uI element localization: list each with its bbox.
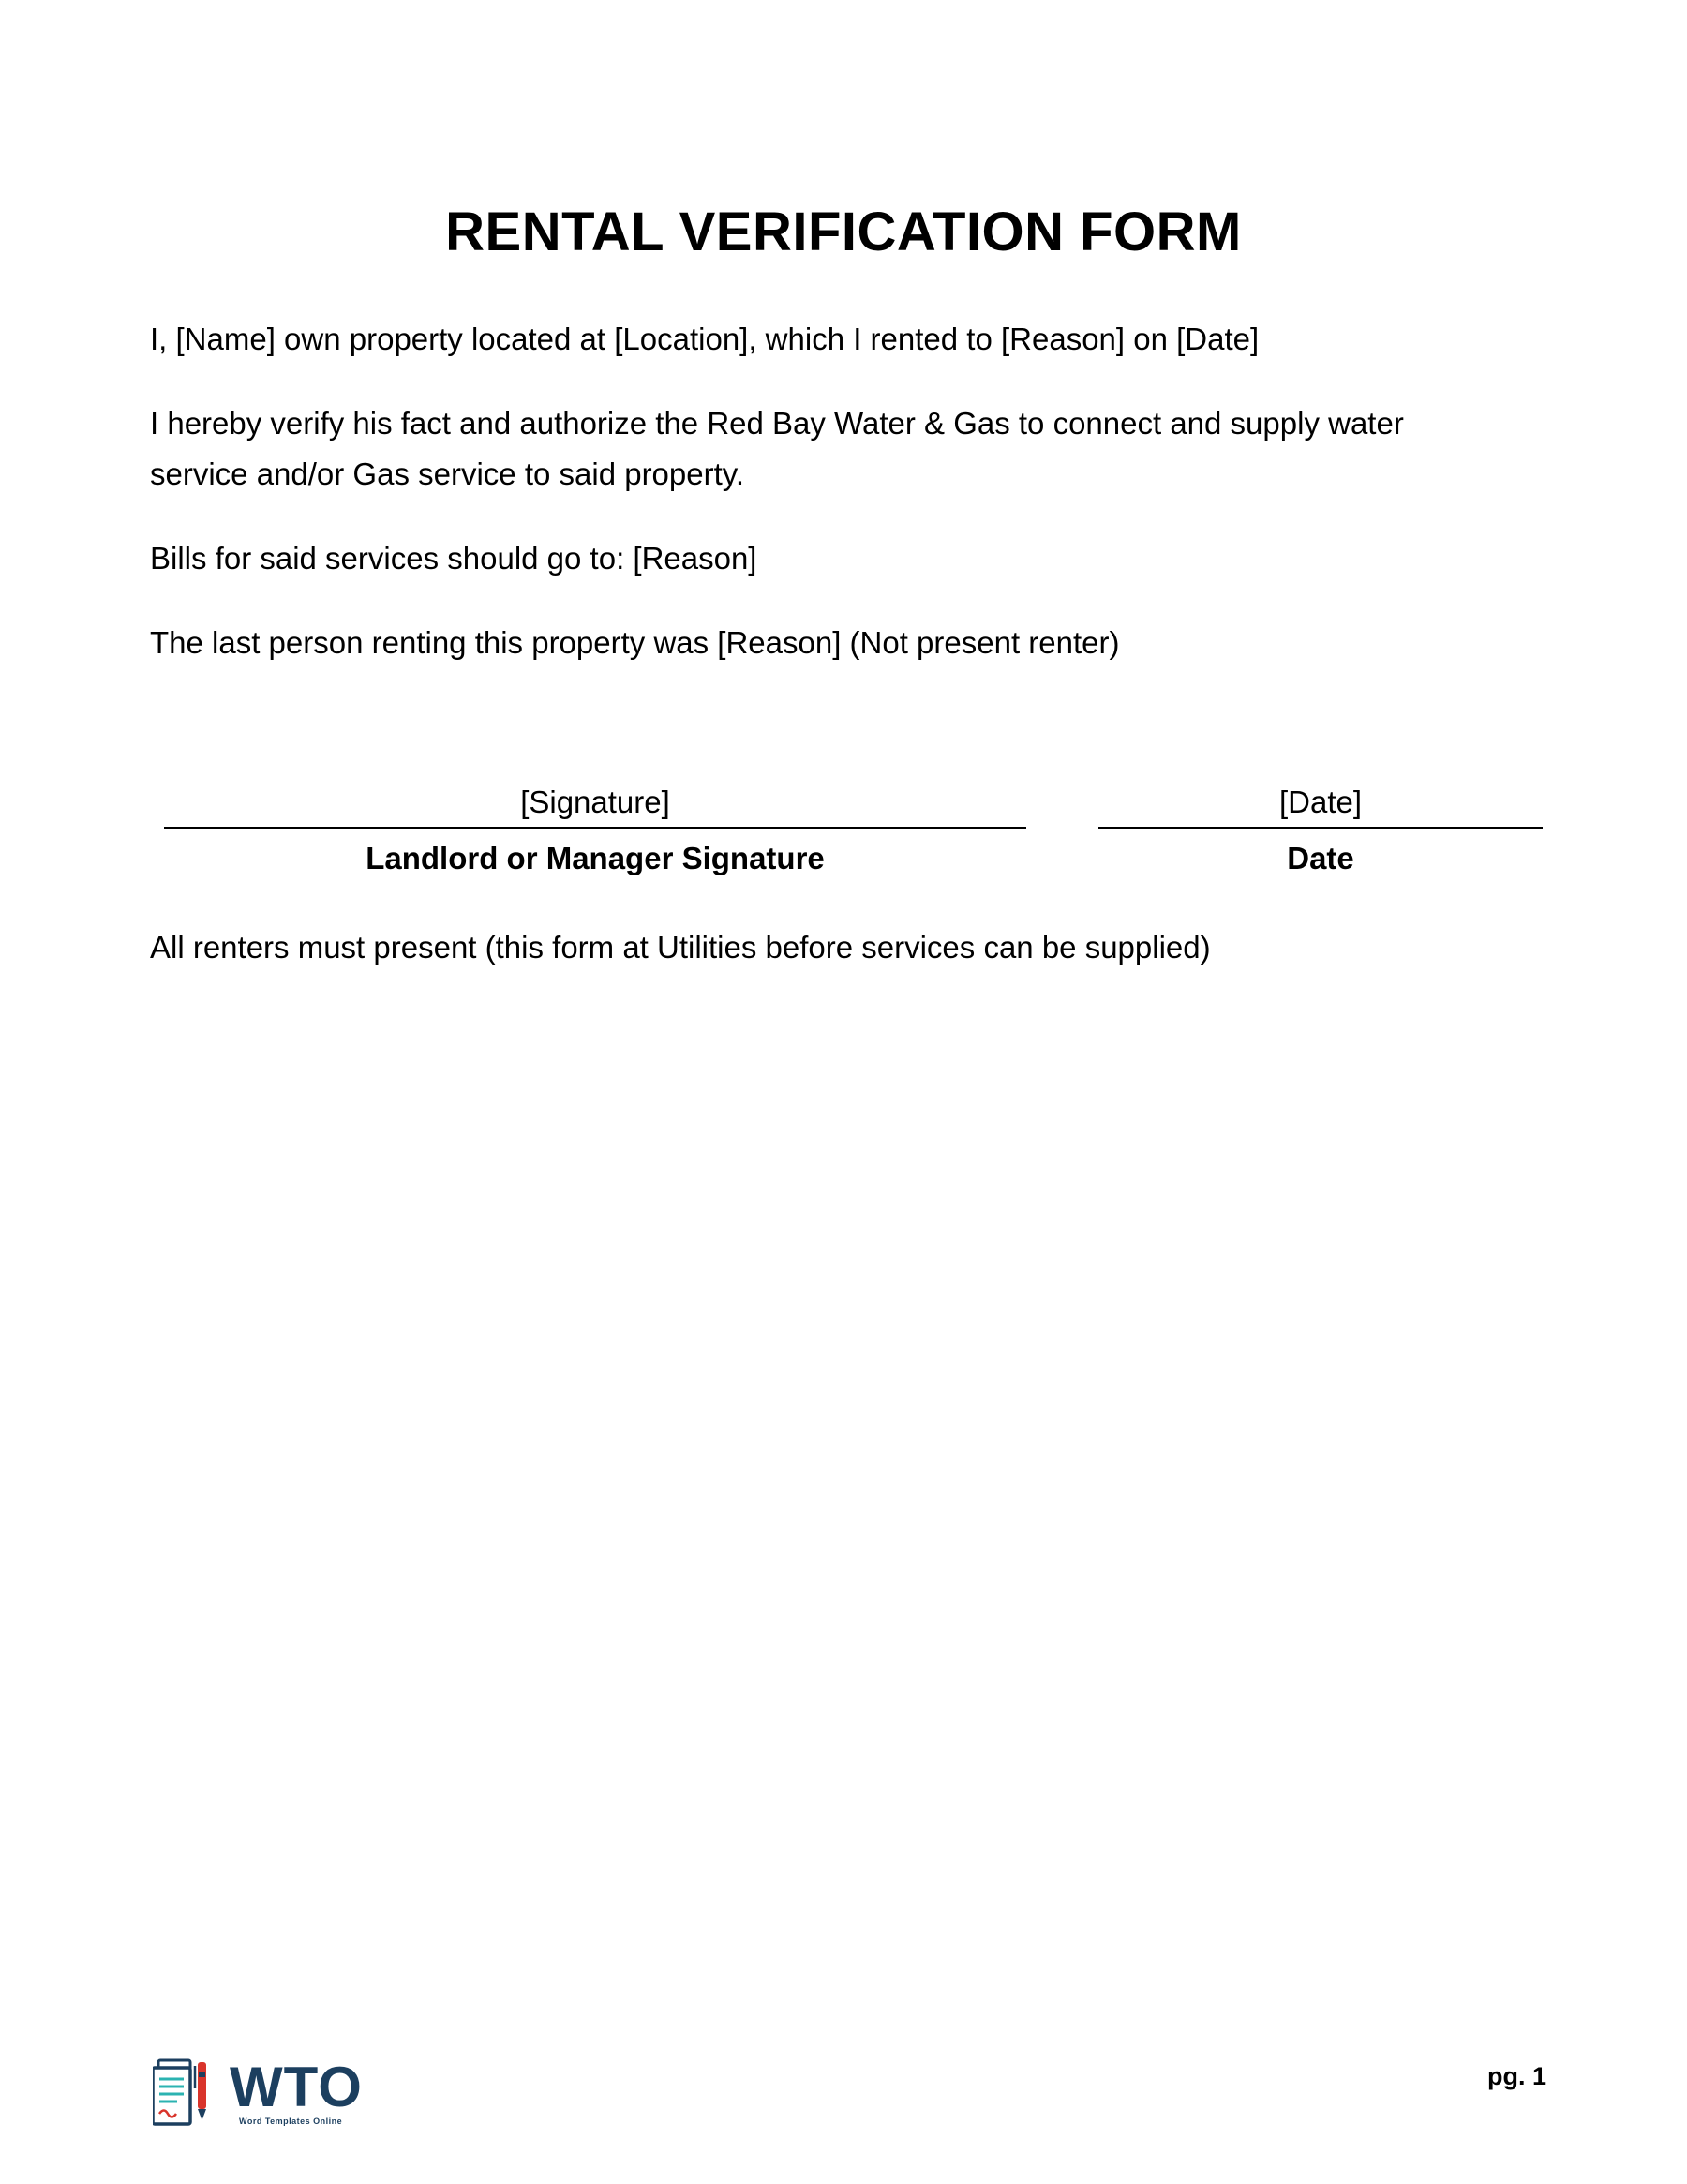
date-field[interactable]: [Date] [1278, 785, 1363, 819]
previous-renter-statement: The last person renting this property was [Reason] (Not present renter) [150, 625, 1120, 660]
date-block [1098, 782, 1543, 879]
date-label: Date [1287, 841, 1354, 875]
logo-wordmark: WTO [230, 2056, 363, 2118]
signature-label: Landlord or Manager Signature [366, 841, 825, 875]
logo-subtitle: Word Templates Online [239, 2117, 343, 2126]
document-title: RENTAL VERIFICATION FORM [445, 202, 1242, 262]
renters-notice: All renters must present (this form at Utilities before services can be supplied) [150, 930, 1211, 965]
wto-logo [153, 2057, 378, 2132]
ownership-statement: I, [Name] own property located at [Location], which I rented to [Reason] on [Date] [150, 322, 1260, 356]
document-pen-icon [153, 2057, 228, 2132]
signature-line [164, 827, 1026, 829]
authorization-statement [150, 398, 1537, 500]
billing-statement: Bills for said services should go to: [Reason] [150, 541, 757, 576]
signature-block [164, 782, 1026, 879]
signature-field[interactable]: [Signature] [520, 785, 670, 819]
date-line [1098, 827, 1543, 829]
page-number: pg. 1 [1486, 2062, 1546, 2090]
authorization-line-1: I hereby verify his fact and authorize the Red Bay Water & Gas to connect and supply water [150, 406, 1404, 441]
authorization-line-2: service and/or Gas service to said property. [150, 456, 744, 491]
